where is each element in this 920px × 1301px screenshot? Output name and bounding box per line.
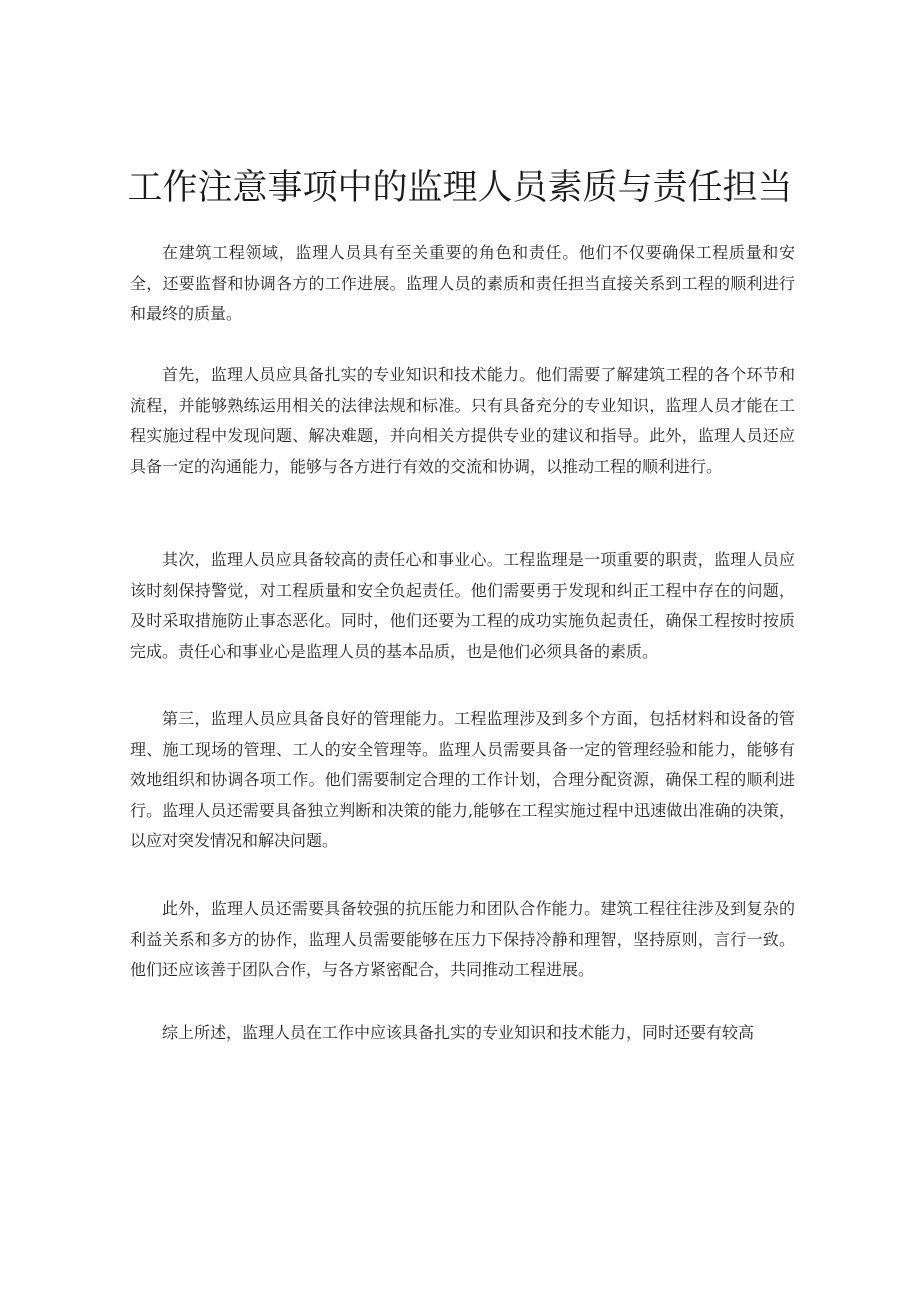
paragraph-second: 其次，监理人员应具备较高的责任心和事业心。工程监理是一项重要的职责，监理人员应该时刻保持警觉，对工程质量和安全负起责任。他们需要勇于发现和纠正工程中存在的问题，及时采取措施防止事态恶化。同时，他们还要为工程的成功实施负起责任，确保工程按时按质完成。责任心和事业心是监理人员的基本品质，也是他们必须具备的素质。 [130, 550, 795, 661]
paragraph-additionally: 此外，监理人员还需要具备较强的抗压能力和团队合作能力。建筑工程往往涉及到复杂的利益关系和多方的协作，监理人员需要能够在压力下保持冷静和理智，坚持原则，言行一致。他们还应该善于团队合作，与各方紧密配合，共同推动工程进展。 [130, 899, 795, 979]
document-title: 工作注意事项中的监理人员素质与责任担当 [127, 168, 793, 208]
paragraph-summary: 综上所述，监理人员在工作中应该具备扎实的专业知识和技术能力，同时还要有较高 [162, 1023, 755, 1042]
paragraph-first: 首先，监理人员应具备扎实的专业知识和技术能力。他们需要了解建筑工程的各个环节和流程，并能够熟练运用相关的法律法规和标准。只有具备充分的专业知识，监理人员才能在工程实施过程中发现问题、解决难题，并向相关方提供专业的建议和指导。此外，监理人员还应具备一定的沟通能力，能够与各方进行有效的交流和协调，以推动工程的顺利进行。 [130, 365, 795, 476]
paragraph-third: 第三，监理人员应具备良好的管理能力。工程监理涉及到多个方面，包括材料和设备的管理、施工现场的管理、工人的安全管理等。监理人员需要具备一定的管理经验和能力，能够有效地组织和协调各项工作。他们需要制定合理的工作计划，合理分配资源，确保工程的顺利进行。监理人员还需要具备独立判断和决策的能力,能够在工程实施过程中迅速做出准确的决策，以应对突发情况和解决问题。 [130, 709, 795, 850]
paragraph-intro: 在建筑工程领域，监理人员具有至关重要的角色和责任。他们不仅要确保工程质量和安全，还要监督和协调各方的工作进展。监理人员的素质和责任担当直接关系到工程的顺利进行和最终的质量。 [130, 243, 795, 323]
